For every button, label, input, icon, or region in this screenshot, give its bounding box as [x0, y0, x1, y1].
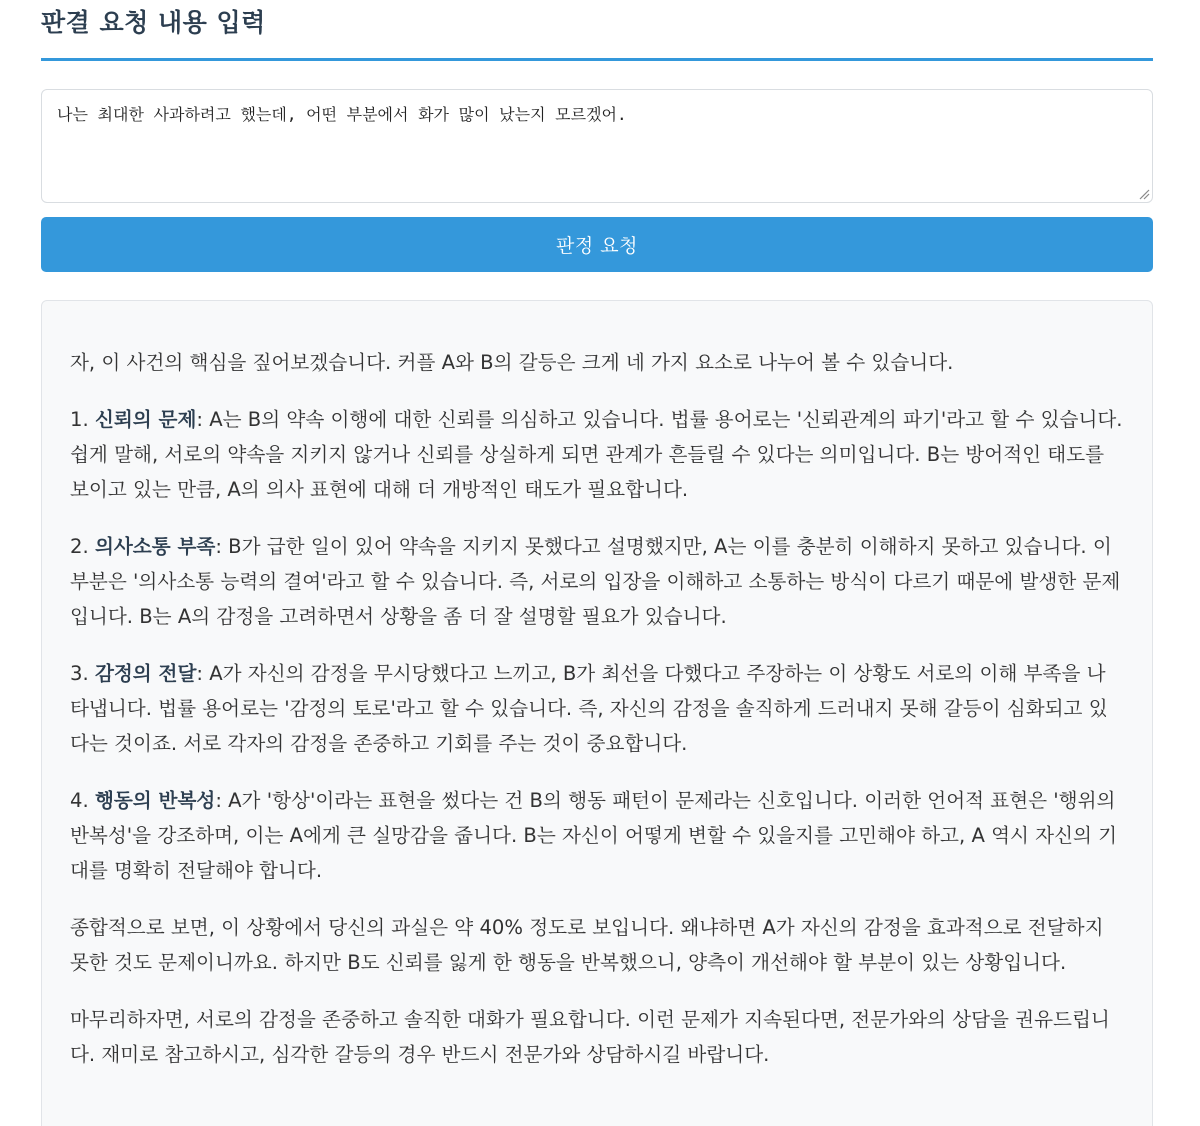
point-body: : B가 급한 일이 있어 약속을 지키지 못했다고 설명했지만, A는 이를 충분히 이해하지 못하고 있습니다. 이 부분은 '의사소통 능력의 결여'라고 할 수 있습니다. 즉, 서로의 입장을 이해하고 소통하는 방식이 다르기 때문에 발생한 문제입니다. B는 A의 감정을 고려하면서 상황을 좀 더 잘 설명할 필요가 있습니다. [70, 535, 1121, 628]
result-closing: 마무리하자면, 서로의 감정을 존중하고 솔직한 대화가 필요합니다. 이런 문제가 지속된다면, 전문가와의 상담을 권유드립니다. 재미로 참고하시고, 심각한 갈등의 경우 반드시 전문가와 상담하시길 바랍니다. [70, 1008, 1110, 1066]
point-body: : A가 '항상'이라는 표현을 썼다는 건 B의 행동 패턴이 문제라는 신호입니다. 이러한 언어적 표현은 '행위의 반복성'을 강조하며, 이는 A에게 큰 실망감을 줍니다. B는 자신이 어떻게 변할 수 있을지를 고민해야 하고, A 역시 자신의 기대를 명확히 전달해야 합니다. [70, 789, 1118, 882]
point-number: 2. [70, 535, 95, 558]
submit-request-button[interactable]: 판정 요청 [41, 217, 1153, 272]
page-title: 판결 요청 내용 입력 [41, 8, 266, 37]
result-intro: 자, 이 사건의 핵심을 짚어보겠습니다. 커플 A와 B의 갈등은 크게 네 가지 요소로 나누어 볼 수 있습니다. [70, 351, 954, 374]
point-heading: 감정의 전달 [94, 662, 197, 685]
point-number: 3. [70, 662, 95, 685]
point-body: : A가 자신의 감정을 무시당했다고 느끼고, B가 최선을 다했다고 주장하는 이 상황도 서로의 이해 부족을 나타냅니다. 법률 용어로는 '감정의 토로'라고 할 수 있습니다. 즉, 자신의 감정을 솔직하게 드러내지 못해 갈등이 심화되고 있다는 것이죠. 서로 각자의 감정을 존중하고 기회를 주는 것이 중요합니다. [70, 662, 1108, 755]
point-number: 4. [70, 789, 95, 812]
result-point-2 [70, 529, 1124, 634]
point-heading: 행동의 반복성 [94, 789, 216, 812]
request-input-wrapper [41, 89, 1153, 203]
result-point-3 [70, 656, 1124, 761]
point-heading: 신뢰의 문제 [94, 408, 197, 431]
result-point-4 [70, 783, 1124, 888]
point-heading: 의사소통 부족 [94, 535, 216, 558]
result-summary: 종합적으로 보면, 이 상황에서 당신의 과실은 약 40% 정도로 보입니다. 왜냐하면 A가 자신의 감정을 효과적으로 전달하지 못한 것도 문제이니까요. 하지만 B도 신뢰를 잃게 한 행동을 반복했으니, 양측이 개선해야 할 부분이 있는 상황입니다. [70, 916, 1104, 974]
verdict-result-panel [41, 300, 1153, 1126]
title-divider [41, 58, 1153, 61]
point-number: 1. [70, 408, 95, 431]
result-point-1 [70, 402, 1124, 507]
point-body: : A는 B의 약속 이행에 대한 신뢰를 의심하고 있습니다. 법률 용어로는 '신뢰관계의 파기'라고 할 수 있습니다. 쉽게 말해, 서로의 약속을 지키지 않거나 신뢰를 상실하게 되면 관계가 흔들릴 수 있다는 의미입니다. B는 방어적인 태도를 보이고 있는 만큼, A의 의사 표현에 대해 더 개방적인 태도가 필요합니다. [70, 408, 1123, 501]
resize-handle-icon[interactable] [1138, 188, 1150, 200]
request-input[interactable] [42, 90, 1152, 202]
